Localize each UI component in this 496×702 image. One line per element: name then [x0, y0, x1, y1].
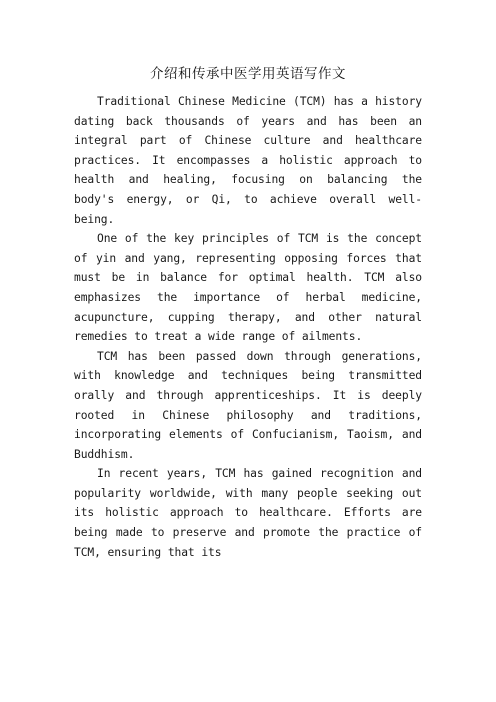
paragraph-3: TCM has been passed down through generations, with knowledge and techniques being transmitted orally and through apprenticeships. It is deeply rooted in Chinese philosophy and traditions, incorporating elements of Confucianism, Taoism, and Buddhism. [74, 349, 422, 461]
paragraph-2: One of the key principles of TCM is the concept of yin and yang, representing opposing forces that must be in balance for optimal health. TCM also emphasizes the importance of herbal medicine, acupuncture, cupping therapy, and other natural remedies to treat a wide range of ailments. [74, 232, 422, 344]
paragraph-1: Traditional Chinese Medicine (TCM) has a history dating back thousands of years and has been an integral part of Chinese culture and healthcare practices. It encompasses a holistic approach to health and healing, focusing on balancing the body's energy, or Qi, to achieve overall well-being. [74, 95, 422, 226]
document-body [74, 92, 422, 562]
document-title: 介绍和传承中医学用英语写作文 [150, 66, 346, 82]
paragraph-4: In recent years, TCM has gained recognition and popularity worldwide, with many people seeking out its holistic approach to healthcare. Efforts are being made to preserve and promote the practice of TCM, ensuring that its [74, 467, 422, 559]
